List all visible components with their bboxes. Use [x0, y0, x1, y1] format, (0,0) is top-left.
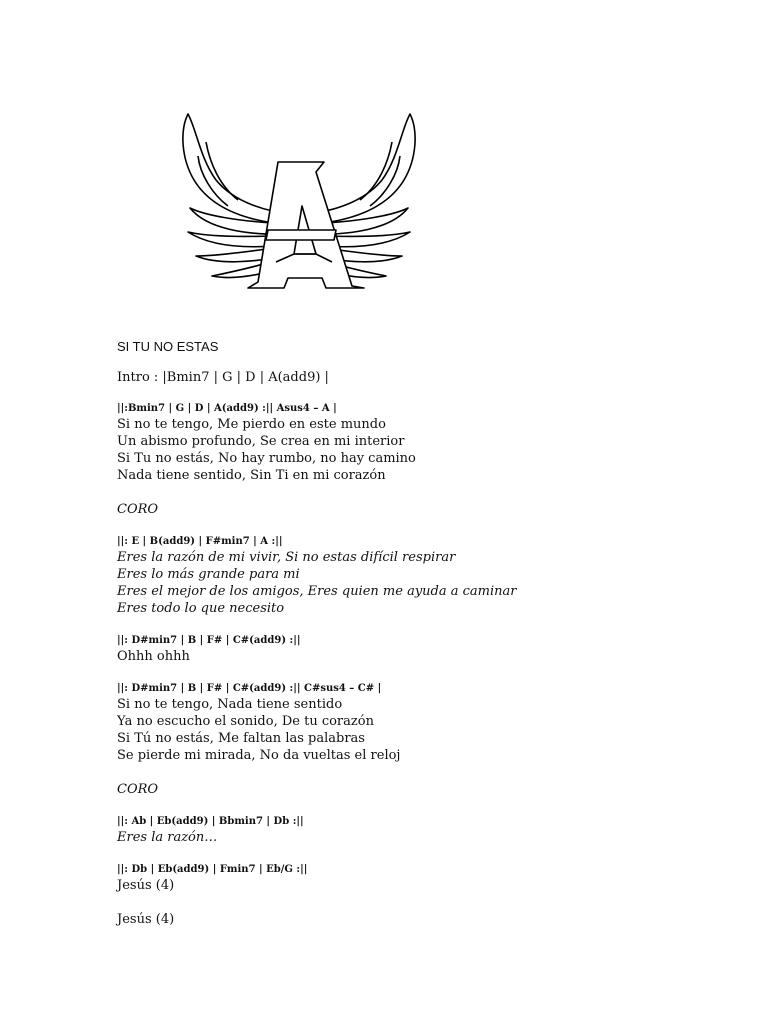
chorus-chords: ||: E | B(add9) | F#min7 | A :|| [117, 536, 283, 547]
lyric-line: Si no te tengo, Me pierdo en este mundo [117, 417, 386, 432]
lyric-line: Si Tu no estás, No hay rumbo, no hay camino [117, 451, 416, 466]
song-sheet [117, 339, 737, 928]
verse2-chords: ||: D#min7 | B | F# | C#(add9) :|| C#sus4 – C# | [117, 683, 382, 694]
lyric-line: Jesús (4) [117, 878, 175, 893]
coro-label: CORO [117, 502, 159, 517]
lyric-line: Si no te tengo, Nada tiene sentido [117, 697, 343, 712]
bridge-chords: ||: D#min7 | B | F# | C#(add9) :|| [117, 635, 301, 646]
outro-chords: ||: Db | Eb(add9) | Fmin7 | Eb/G :|| [117, 864, 308, 875]
winged-a-logo-icon [176, 110, 422, 296]
lyric-line: Se pierde mi mirada, No da vueltas el reloj [117, 748, 401, 763]
lyric-line: Un abismo profundo, Se crea en mi interior [117, 434, 405, 449]
lyric-line: Eres todo lo que necesito [117, 601, 285, 616]
lyric-line: Eres lo más grande para mi [117, 567, 300, 582]
coro-label: CORO [117, 782, 159, 797]
lyric-line: Ohhh ohhh [117, 649, 190, 664]
song-title: SI TU NO ESTAS [117, 339, 219, 354]
chorus2-chords: ||: Ab | Eb(add9) | Bbmin7 | Db :|| [117, 816, 304, 827]
lyric-line: Nada tiene sentido, Sin Ti en mi corazón [117, 468, 386, 483]
verse1-chords: ||:Bmin7 | G | D | A(add9) :|| Asus4 – A | [117, 403, 337, 414]
lyric-line: Eres la razón de mi vivir, Si no estas difícil respirar [117, 550, 456, 565]
intro-chords: Intro : |Bmin7 | G | D | A(add9) | [117, 370, 329, 385]
lyric-line: Ya no escucho el sonido, De tu corazón [117, 714, 374, 729]
lyric-line: Si Tú no estás, Me faltan las palabras [117, 731, 365, 746]
final-line: Jesús (4) [117, 912, 175, 927]
lyric-line: Eres el mejor de los amigos, Eres quien me ayuda a caminar [117, 584, 517, 599]
lyric-line: Eres la razón… [117, 830, 218, 845]
